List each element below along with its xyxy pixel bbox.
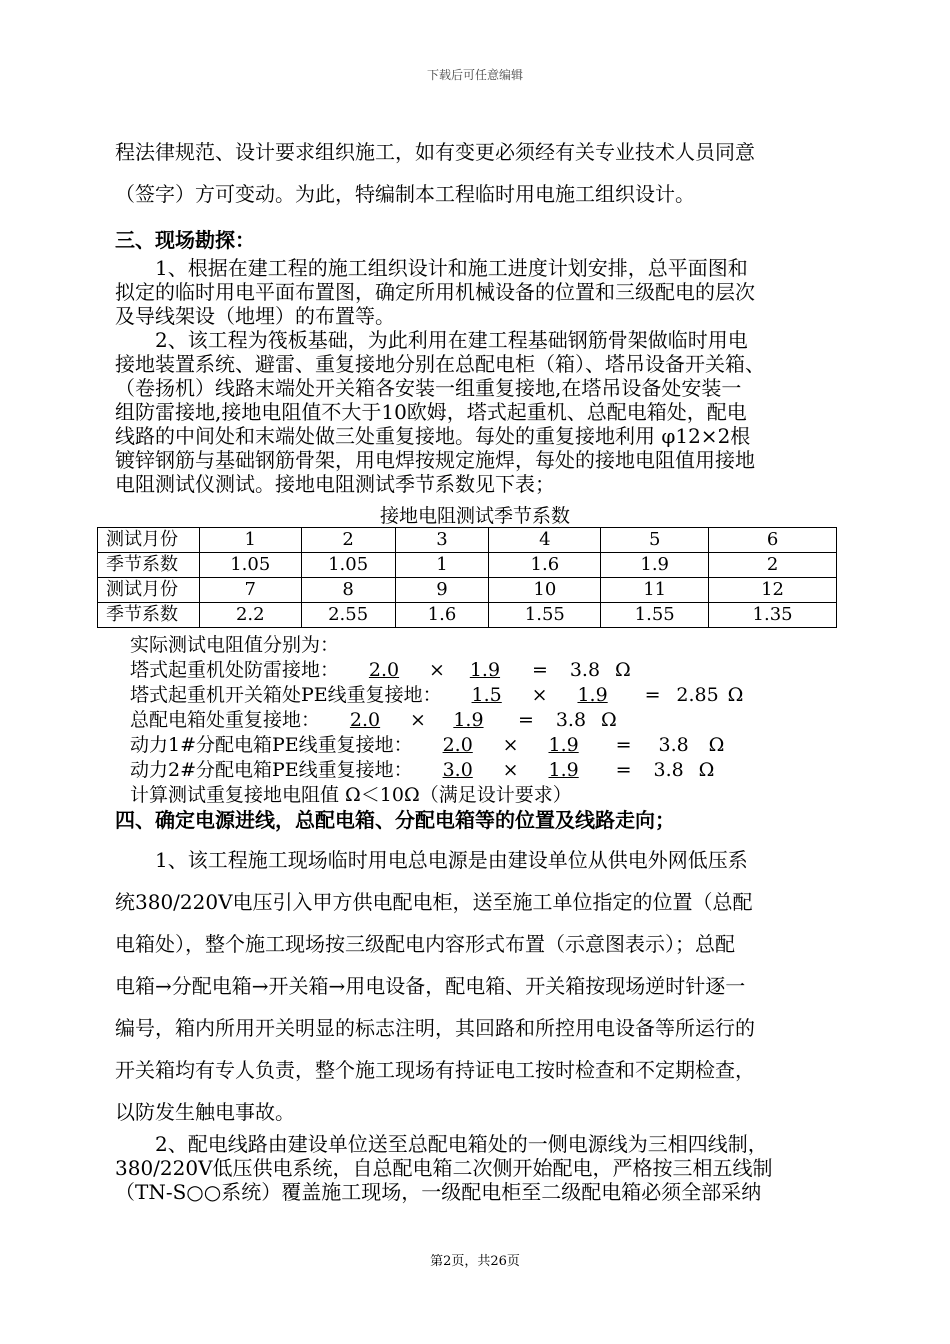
table-cell: 1 — [199, 528, 301, 553]
table-cell: 1.6 — [489, 553, 601, 578]
ohm-unit: Ω — [708, 734, 725, 756]
table-cell: 8 — [301, 578, 395, 603]
paragraph-line: 电箱处），整个施工现场按三级配电内容形式布置（示意图表示）；总配 — [115, 932, 735, 956]
table-cell: 9 — [395, 578, 489, 603]
table-cell: 2 — [709, 553, 837, 578]
measurement-result: 3.8 — [658, 734, 689, 756]
table-cell: 测试月份 — [98, 528, 200, 553]
table-cell: 12 — [709, 578, 837, 603]
section-heading-3: 三、现场勘探： — [115, 228, 255, 252]
times-sign: × — [502, 759, 519, 781]
measurement-result: 3.8 — [555, 709, 587, 731]
measurement-result: 3.8 — [653, 759, 684, 781]
table-cell: 4 — [489, 528, 601, 553]
times-sign: × — [410, 709, 426, 731]
paragraph-line: （签字）方可变动。为此，特编制本工程临时用电施工组织设计。 — [115, 182, 695, 206]
table-cell: 1.05 — [301, 553, 395, 578]
table-cell: 7 — [199, 578, 301, 603]
measurement-line — [130, 658, 860, 682]
table-cell: 季节系数 — [98, 603, 200, 628]
measurement-conclusion: 计算测试重复接地电阻值 Ω＜10Ω（满足设计要求） — [130, 784, 572, 806]
table-row — [98, 578, 837, 603]
measurement-value: 2.0 — [442, 734, 473, 756]
paragraph-line: （TN-S○○系统）覆盖施工现场，一级配电柜至二级配电箱必须全部采纳 — [115, 1180, 762, 1204]
paragraph-line: 开关箱均有专人负责，整个施工现场有持证电工按时检查和不定期检查， — [115, 1058, 755, 1082]
measurement-value: 2.0 — [368, 659, 400, 681]
measurement-result: 3.8 — [569, 659, 601, 681]
paragraph-line: 1、该工程施工现场临时用电总电源是由建设单位从供电外网低压系 — [155, 848, 748, 872]
table-row — [98, 603, 837, 628]
measurement-line — [130, 683, 860, 707]
paragraph-line: 2、配电线路由建设单位送至总配电箱处的一侧电源线为三相四线制， — [155, 1132, 768, 1156]
table-cell: 10 — [489, 578, 601, 603]
table-cell: 1.55 — [489, 603, 601, 628]
table-cell: 季节系数 — [98, 553, 200, 578]
ohm-unit: Ω — [698, 759, 715, 781]
paragraph-line: 及导线架设（地埋）的布置等。 — [115, 304, 395, 328]
ohm-unit: Ω — [600, 709, 617, 731]
page-header-note: 下载后可任意编辑 — [426, 68, 523, 82]
ohm-unit: Ω — [727, 684, 744, 706]
measurement-value: 1.9 — [469, 659, 501, 681]
times-sign: × — [502, 734, 519, 756]
section-heading-4: 四、确定电源进线，总配电箱、分配电箱等的位置及线路走向； — [115, 808, 675, 832]
table-cell: 测试月份 — [98, 578, 200, 603]
measurement-value: 1.9 — [577, 684, 608, 706]
measurement-value: 1.9 — [453, 709, 484, 731]
table-cell: 1.05 — [199, 553, 301, 578]
measurement-label: 塔式起重机处防雷接地： — [130, 659, 340, 681]
paragraph-line: 组防雷接地,接地电阻值不大于10欧姆，塔式起重机、总配电箱处，配电 — [115, 400, 747, 424]
paragraph-line: 以防发生触电事故。 — [115, 1100, 295, 1124]
table-cell: 3 — [395, 528, 489, 553]
measurement-value: 1.9 — [548, 759, 579, 781]
table-row — [98, 553, 837, 578]
table-cell: 1.6 — [395, 603, 489, 628]
paragraph-line: 2、该工程为筏板基础，为此利用在建工程基础钢筋骨架做临时用电 — [155, 328, 748, 352]
paragraph-line: 镀锌钢筋与基础钢筋骨架，用电焊按规定施焊，每处的接地电阻值用接地 — [115, 448, 755, 472]
table-cell: 1 — [395, 553, 489, 578]
table-caption: 接地电阻测试季节系数 — [379, 505, 570, 527]
paragraph-line: 1、根据在建工程的施工组织设计和施工进度计划安排，总平面图和 — [155, 256, 748, 280]
table-cell: 1.9 — [601, 553, 709, 578]
measurement-value: 3.0 — [442, 759, 473, 781]
paragraph-line: 380/220V低压供电系统，自总配电箱二次侧开始配电，严格按三相五线制 — [115, 1156, 773, 1180]
measurement-line — [130, 733, 860, 757]
paragraph-line: 电箱→分配电箱→开关箱→用电设备，配电箱、开关箱按现场逆时针逐一 — [115, 974, 746, 998]
equals-sign: = — [615, 759, 632, 781]
measurement-label: 总配电箱处重复接地： — [130, 709, 321, 731]
measurement-label: 塔式起重机开关箱处PE线重复接地： — [130, 684, 442, 706]
times-sign: × — [429, 659, 445, 681]
paragraph-line: 程法律规范、设计要求组织施工，如有变更必须经有关专业技术人员同意 — [115, 140, 755, 164]
table-cell: 2.55 — [301, 603, 395, 628]
measurement-line — [130, 758, 860, 782]
times-sign: × — [531, 684, 548, 706]
paragraph-line: 电阻测试仪测试。接地电阻测试季节系数见下表； — [115, 472, 555, 496]
table-cell: 1.55 — [601, 603, 709, 628]
table-cell: 11 — [601, 578, 709, 603]
measurement-value: 2.0 — [349, 709, 381, 731]
page-footer: 第2页，共26页 — [430, 1254, 520, 1269]
paragraph-line: 统380/220V电压引入甲方供电配电柜，送至施工单位指定的位置（总配 — [115, 890, 753, 914]
ohm-unit: Ω — [614, 659, 631, 681]
paragraph-line: 编号，箱内所用开关明显的标志注明，其回路和所控用电设备等所运行的 — [115, 1016, 755, 1040]
seasonal-coefficient-table — [97, 527, 837, 628]
measurement-value: 1.5 — [471, 684, 502, 706]
paragraph-line: （卷扬机）线路末端处开关箱各安装一组重复接地,在塔吊设备处安装一 — [115, 376, 742, 400]
paragraph-line: 拟定的临时用电平面布置图，确定所用机械设备的位置和三级配电的层次 — [115, 280, 755, 304]
measurement-value: 1.9 — [548, 734, 579, 756]
table-cell: 6 — [709, 528, 837, 553]
table-cell: 2.2 — [199, 603, 301, 628]
measurement-line — [130, 708, 860, 732]
equals-sign: = — [517, 709, 534, 731]
paragraph-line: 线路的中间处和末端处做三处重复接地。每处的重复接地利用 φ12×2根 — [115, 424, 751, 448]
measurement-label: 动力1#分配电箱PE线重复接地： — [130, 734, 413, 756]
table-cell: 2 — [301, 528, 395, 553]
table-cell: 5 — [601, 528, 709, 553]
equals-sign: = — [644, 684, 661, 706]
equals-sign: = — [531, 659, 548, 681]
table-row — [98, 528, 837, 553]
table-cell: 1.35 — [709, 603, 837, 628]
measurement-label: 动力2#分配电箱PE线重复接地： — [130, 759, 413, 781]
measurement-result: 2.85 — [676, 684, 719, 706]
equals-sign: = — [615, 734, 632, 756]
paragraph-line: 接地装置系统、避雷、重复接地分别在总配电柜（箱）、塔吊设备开关箱、 — [115, 352, 765, 376]
measurement-intro: 实际测试电阻值分别为： — [130, 634, 340, 656]
